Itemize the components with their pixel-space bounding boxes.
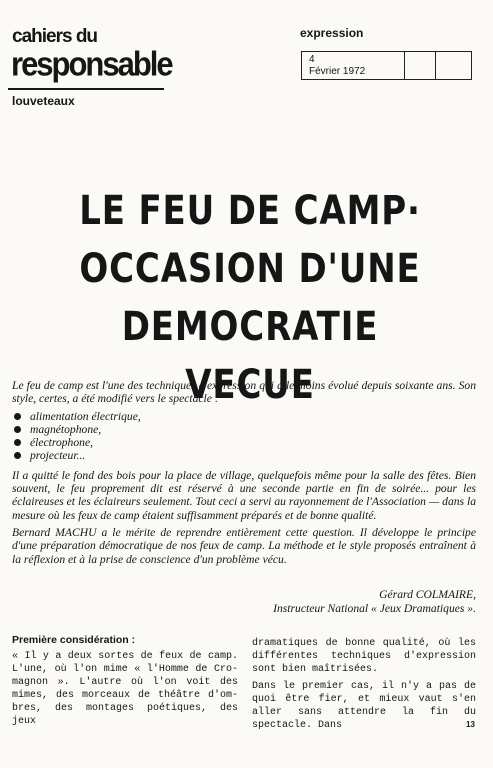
intro-paragraph: Il a quitté le fond des bois pour la place de village, quelquefois même pour la salle des fêtes. Bien souvent, le feu proprement dit est réservé à une seconde partie en fin de soirée... pour les éclaireuses et les éclaireurs seulement. Tout ceci a servi au rayonnement de l'Association — dans la mesure où les feux de camp étaient suffisamment préparés et de bonne qualité. <box>12 468 476 522</box>
equipment-list <box>12 410 476 463</box>
signature <box>240 588 476 616</box>
body-column-right <box>252 637 476 736</box>
body-paragraph: « Il y a deux sortes de feux de camp. L'une, où l'on mime « l'Homme de Cro-magnon ». L'autre où l'on voit des mimes, des morceaux de théâtre d'om-bres, des montages poétiques, des jeux <box>12 651 238 727</box>
issue-number: 4 <box>309 54 315 65</box>
page-number: 13 <box>466 720 475 729</box>
signature-title: Instructeur National « Jeux Dramatiques ». <box>273 602 476 615</box>
issue-box <box>301 51 472 80</box>
masthead-line1: cahiers du <box>12 26 98 47</box>
intro-paragraph: Le feu de camp est l'une des techniques d'expression qui a le moins évolué depuis soixante ans. Son style, certes, a été modifié vers le spectacle : <box>12 379 476 406</box>
masthead-title: responsable <box>11 44 172 84</box>
issue-date: Février 1972 <box>309 66 366 77</box>
list-item: magnétophone, <box>12 423 476 436</box>
signature-name: Gérard COLMAIRE, <box>379 588 476 601</box>
headline-line2: OCCASION D'UNE <box>79 246 421 292</box>
issue-box-divider <box>435 52 436 79</box>
headline-line1: LE FEU DE CAMP· <box>79 188 421 234</box>
masthead-subtitle: louveteaux <box>12 94 75 108</box>
body-paragraph: Dans le premier cas, il n'y a pas de quoi être fier, et mieux vaut s'en aller sans attendre la fin du spectacle. Dans <box>252 681 476 731</box>
masthead-rule <box>8 88 164 90</box>
intro-paragraph: Bernard MACHU a le mérite de reprendre entièrement cette question. Il développe le principe d'une préparation démocratique de nos feux de camp. La méthode et le style proposés entraînent à la réflexion et à la prise de conscience d'un problème vécu. <box>12 525 476 566</box>
article-intro <box>12 379 476 570</box>
list-item: projecteur... <box>12 449 476 462</box>
headline-line3: DEMOCRATIE VECUE <box>121 304 379 408</box>
issue-box-divider <box>404 52 405 79</box>
body-paragraph: dramatiques de bonne qualité, où les différentes techniques d'expression sont bien maîtrisées. <box>252 638 476 675</box>
section-heading: Première considération : <box>12 634 136 646</box>
body-column-left <box>12 650 238 732</box>
list-item: alimentation électrique, <box>12 410 476 423</box>
list-item: électrophone, <box>12 436 476 449</box>
series-label: expression <box>300 26 364 40</box>
